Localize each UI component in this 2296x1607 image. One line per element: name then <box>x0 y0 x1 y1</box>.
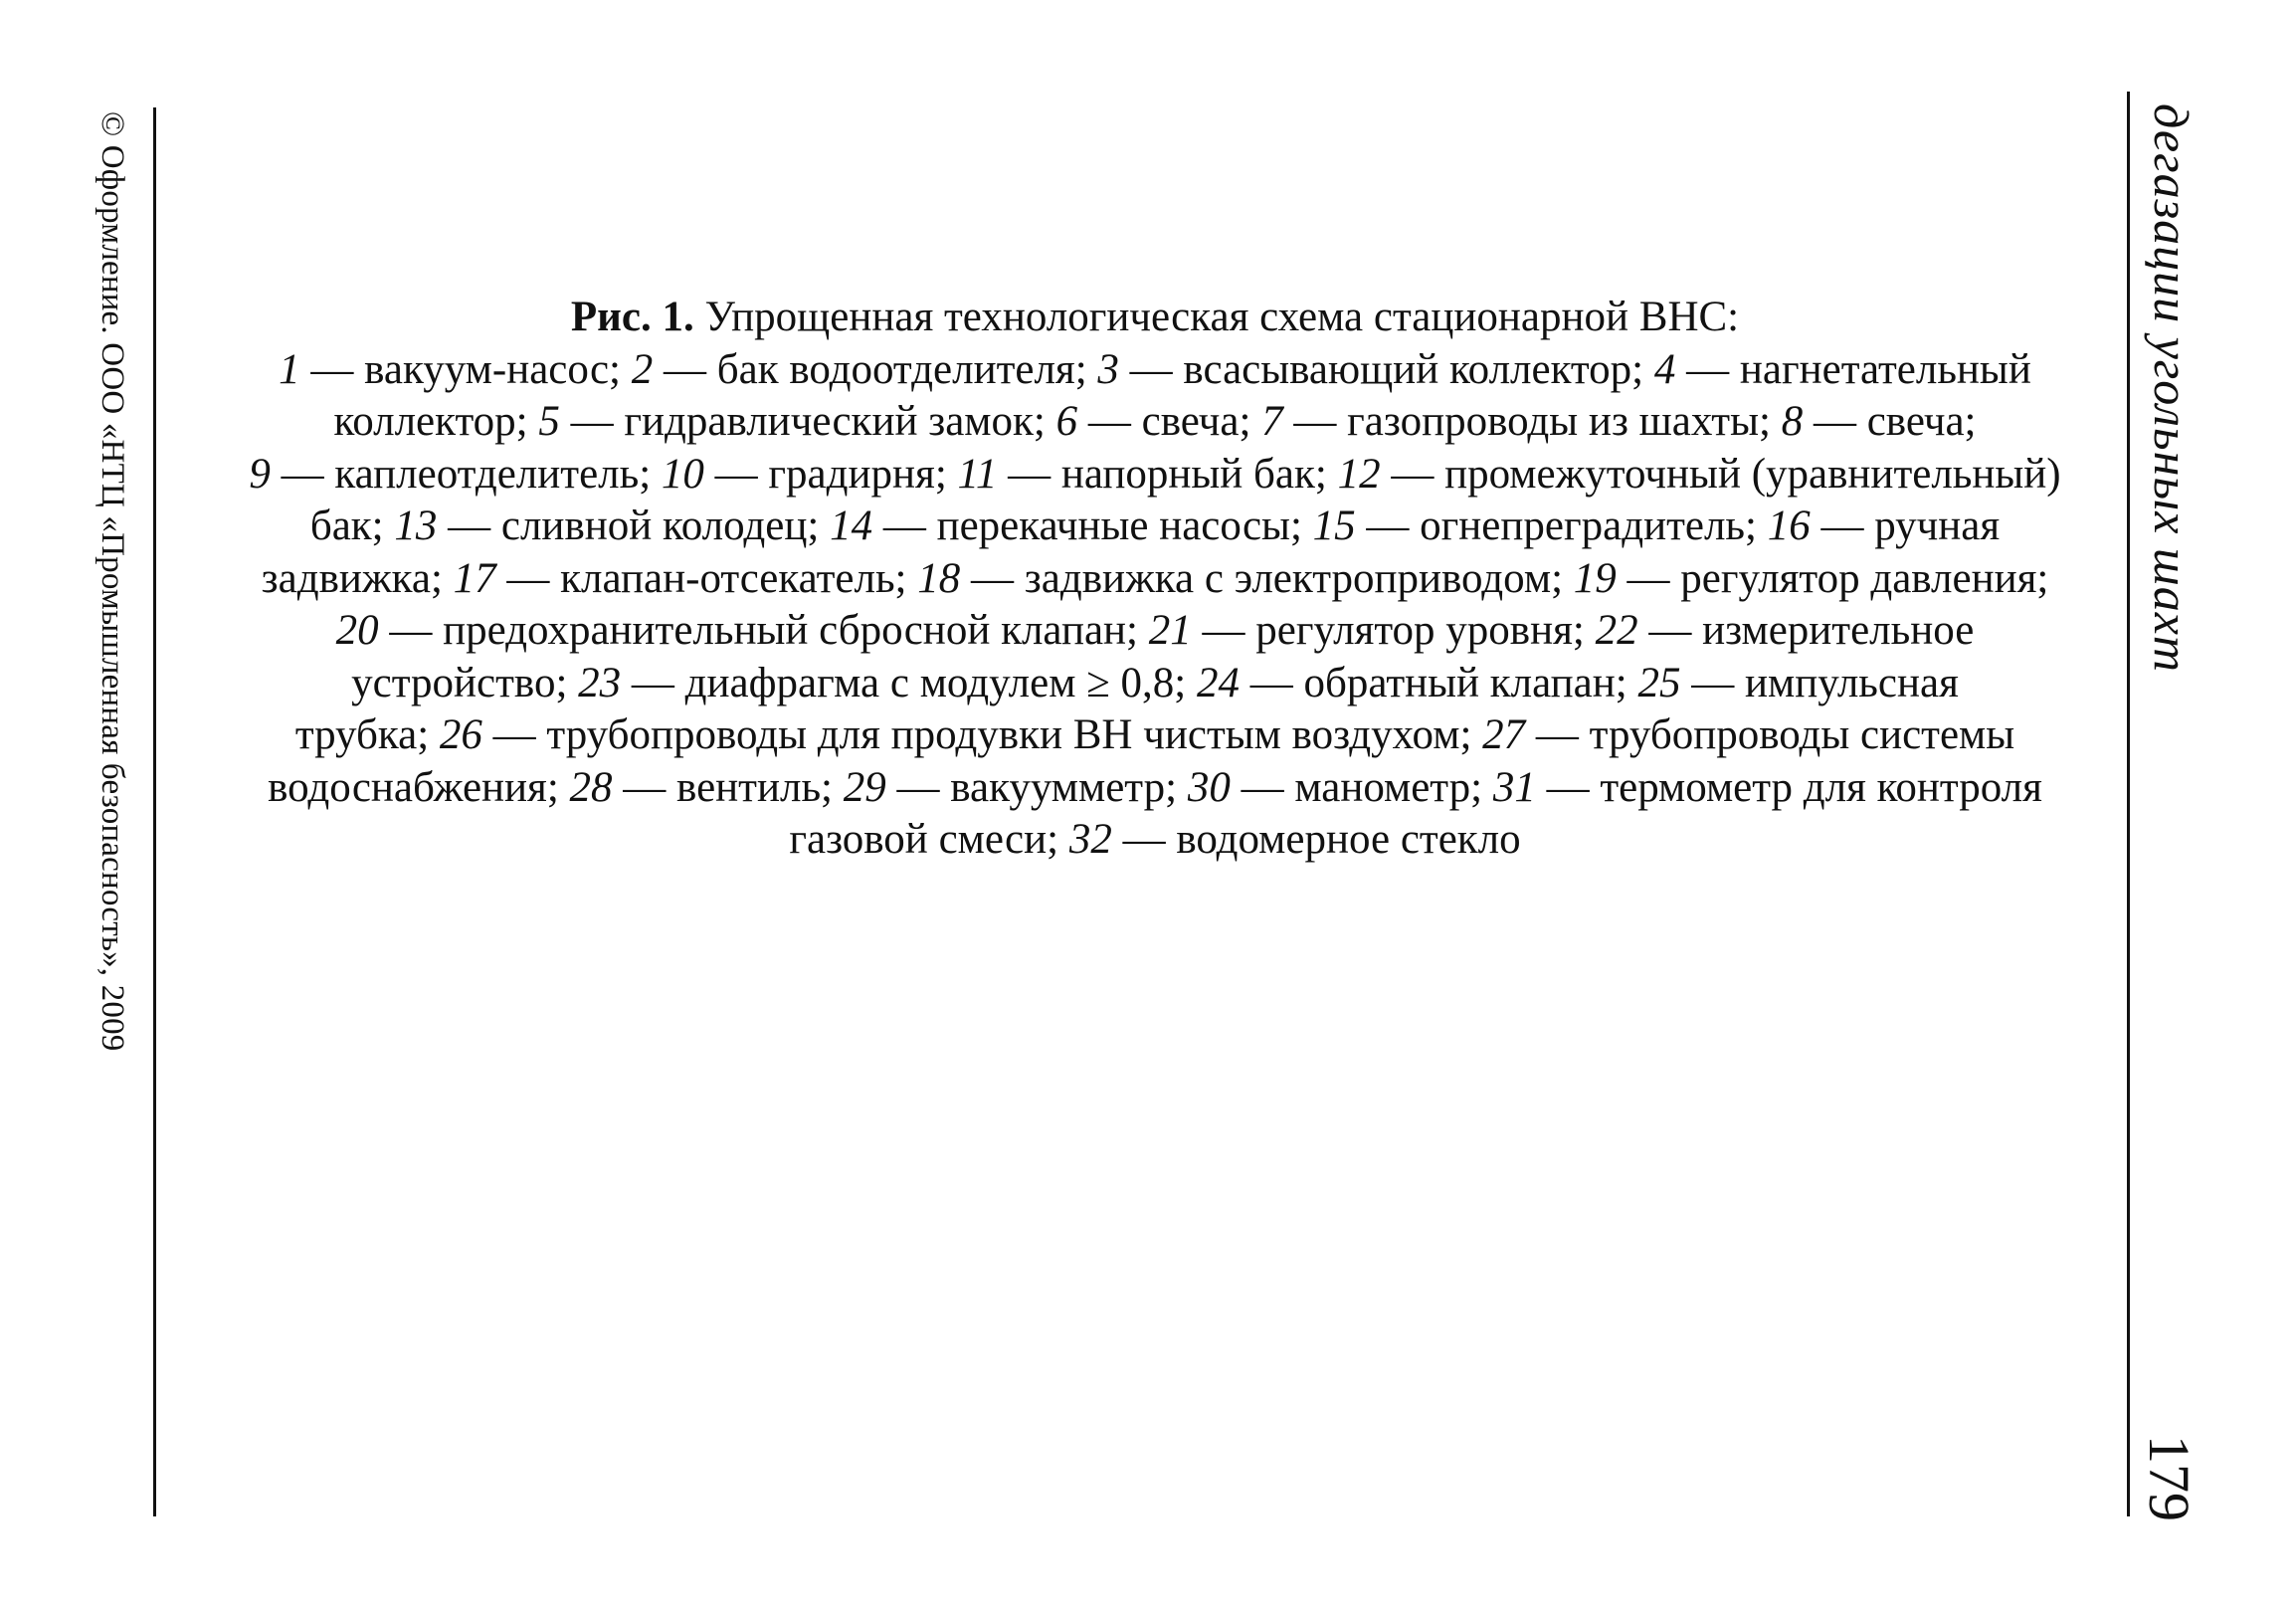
legend-item-text: — градирня; <box>703 450 958 498</box>
legend-item-text: трубка; <box>294 711 440 758</box>
caption-title-line <box>185 292 2125 344</box>
legend-item-text: — термометр для контроля <box>1535 763 2042 811</box>
legend-item-text: — трубопроводы для продувки ВН чистым воздухом; <box>481 711 1483 758</box>
legend-item-number: 2 <box>631 345 654 393</box>
legend-item-number: 26 <box>439 711 482 758</box>
legend-item-text: — нагнетательный <box>1675 345 2031 393</box>
legend-item-text: — водомерное стекло <box>1111 816 1521 863</box>
legend-item-number: 25 <box>1637 659 1681 706</box>
legend-item-number: 19 <box>1573 554 1617 602</box>
legend-item-number: 4 <box>1653 345 1676 393</box>
legend-item-text: бак; <box>309 502 395 549</box>
legend-item-text: — трубопроводы системы <box>1525 711 2015 758</box>
legend-item-text: — напорный бак; <box>997 450 1338 498</box>
legend-item-text: — измерительное <box>1637 607 1975 654</box>
legend-item-number: 10 <box>661 450 704 498</box>
right-margin-rule <box>2127 92 2130 1516</box>
legend-item-text: — каплеотделитель; <box>270 450 662 498</box>
legend-item-text: — промежуточный (уравнительный) <box>1380 450 2061 498</box>
legend-item-text: — ручная <box>1810 502 2001 549</box>
legend-item-number: 32 <box>1068 816 1112 863</box>
legend-line <box>185 396 2125 449</box>
legend-item-text: — всасывающий коллектор; <box>1118 345 1654 393</box>
legend-item-text: — предохранительный сбросной клапан; <box>378 607 1149 654</box>
legend-item-number: 18 <box>917 554 961 602</box>
legend-item-number: 16 <box>1767 502 1811 549</box>
legend-item-number: 23 <box>578 659 622 706</box>
copyright-notice: © Оформление. ООО «НТЦ «Промышленная безопасность», 2009 <box>95 111 130 1052</box>
legend-item-text: — клапан-отсекатель; <box>495 554 918 602</box>
legend-item-text: — регулятор уровня; <box>1191 607 1596 654</box>
legend-line <box>185 709 2125 762</box>
legend-item-number: 30 <box>1187 763 1231 811</box>
legend-item-text: задвижка; <box>261 554 454 602</box>
legend-item-number: 22 <box>1595 607 1638 654</box>
legend-item-text: — регулятор давления; <box>1616 554 2049 602</box>
legend-line <box>185 553 2125 606</box>
legend-item-number: 27 <box>1482 711 1526 758</box>
legend-item-number: 21 <box>1148 607 1192 654</box>
legend-item-number: 17 <box>453 554 496 602</box>
figure-caption <box>185 292 2125 867</box>
legend-item-text: — задвижка с электроприводом; <box>960 554 1574 602</box>
figure-legend <box>185 344 2125 867</box>
legend-line <box>185 344 2125 397</box>
figure-label: Рис. 1. <box>570 294 694 340</box>
legend-item-text: коллектор; <box>333 398 539 445</box>
legend-item-number: 12 <box>1337 450 1381 498</box>
legend-item-number: 3 <box>1097 345 1119 393</box>
legend-item-text: — сливной колодец; <box>437 502 831 549</box>
legend-line <box>185 501 2125 553</box>
legend-item-number: 1 <box>279 345 300 393</box>
legend-item-number: 11 <box>957 450 998 498</box>
legend-item-text: — бак водоотделителя; <box>653 345 1098 393</box>
legend-item-text: газовой смеси; <box>789 816 1069 863</box>
figure-title: Упрощенная технологическая схема стационарной ВНС: <box>693 294 1740 340</box>
legend-item-text: — диафрагма с модулем ≥ 0,8; <box>621 659 1197 706</box>
legend-item-text: — вакуумметр; <box>885 763 1188 811</box>
legend-item-text: — газопроводы из шахты; <box>1282 398 1782 445</box>
left-margin-rule <box>153 107 156 1516</box>
legend-line <box>185 762 2125 815</box>
legend-item-text: — свеча; <box>1803 398 1977 445</box>
legend-line <box>185 658 2125 710</box>
legend-item-number: 6 <box>1055 398 1078 445</box>
running-title: дегазации угольных шахт <box>2144 103 2200 674</box>
legend-item-number: 31 <box>1492 763 1536 811</box>
legend-item-number: 8 <box>1781 398 1804 445</box>
legend-item-text: устройство; <box>351 659 579 706</box>
page-number: 179 <box>2137 1435 2201 1521</box>
legend-item-text: — импульсная <box>1680 659 1959 706</box>
legend-item-text: — огнепреградитель; <box>1355 502 1768 549</box>
legend-item-number: 15 <box>1312 502 1356 549</box>
legend-item-number: 14 <box>830 502 873 549</box>
legend-line <box>185 605 2125 658</box>
legend-item-number: 29 <box>843 763 886 811</box>
legend-item-text: — перекачные насосы; <box>872 502 1313 549</box>
legend-line <box>185 449 2125 502</box>
legend-item-text: — гидравлический замок; <box>559 398 1056 445</box>
legend-item-number: 20 <box>335 607 379 654</box>
legend-item-text: — свеча; <box>1077 398 1262 445</box>
legend-item-number: 9 <box>249 450 271 498</box>
legend-item-number: 7 <box>1261 398 1283 445</box>
legend-item-text: — обратный клапан; <box>1239 659 1638 706</box>
legend-item-number: 24 <box>1196 659 1240 706</box>
legend-item-number: 13 <box>394 502 438 549</box>
legend-item-text: — вакуум-насос; <box>299 345 632 393</box>
legend-item-text: водоснабжения; <box>268 763 570 811</box>
legend-line <box>185 814 2125 867</box>
legend-item-number: 5 <box>538 398 560 445</box>
legend-item-text: — вентиль; <box>612 763 844 811</box>
legend-item-text: — манометр; <box>1230 763 1493 811</box>
legend-item-number: 28 <box>569 763 613 811</box>
